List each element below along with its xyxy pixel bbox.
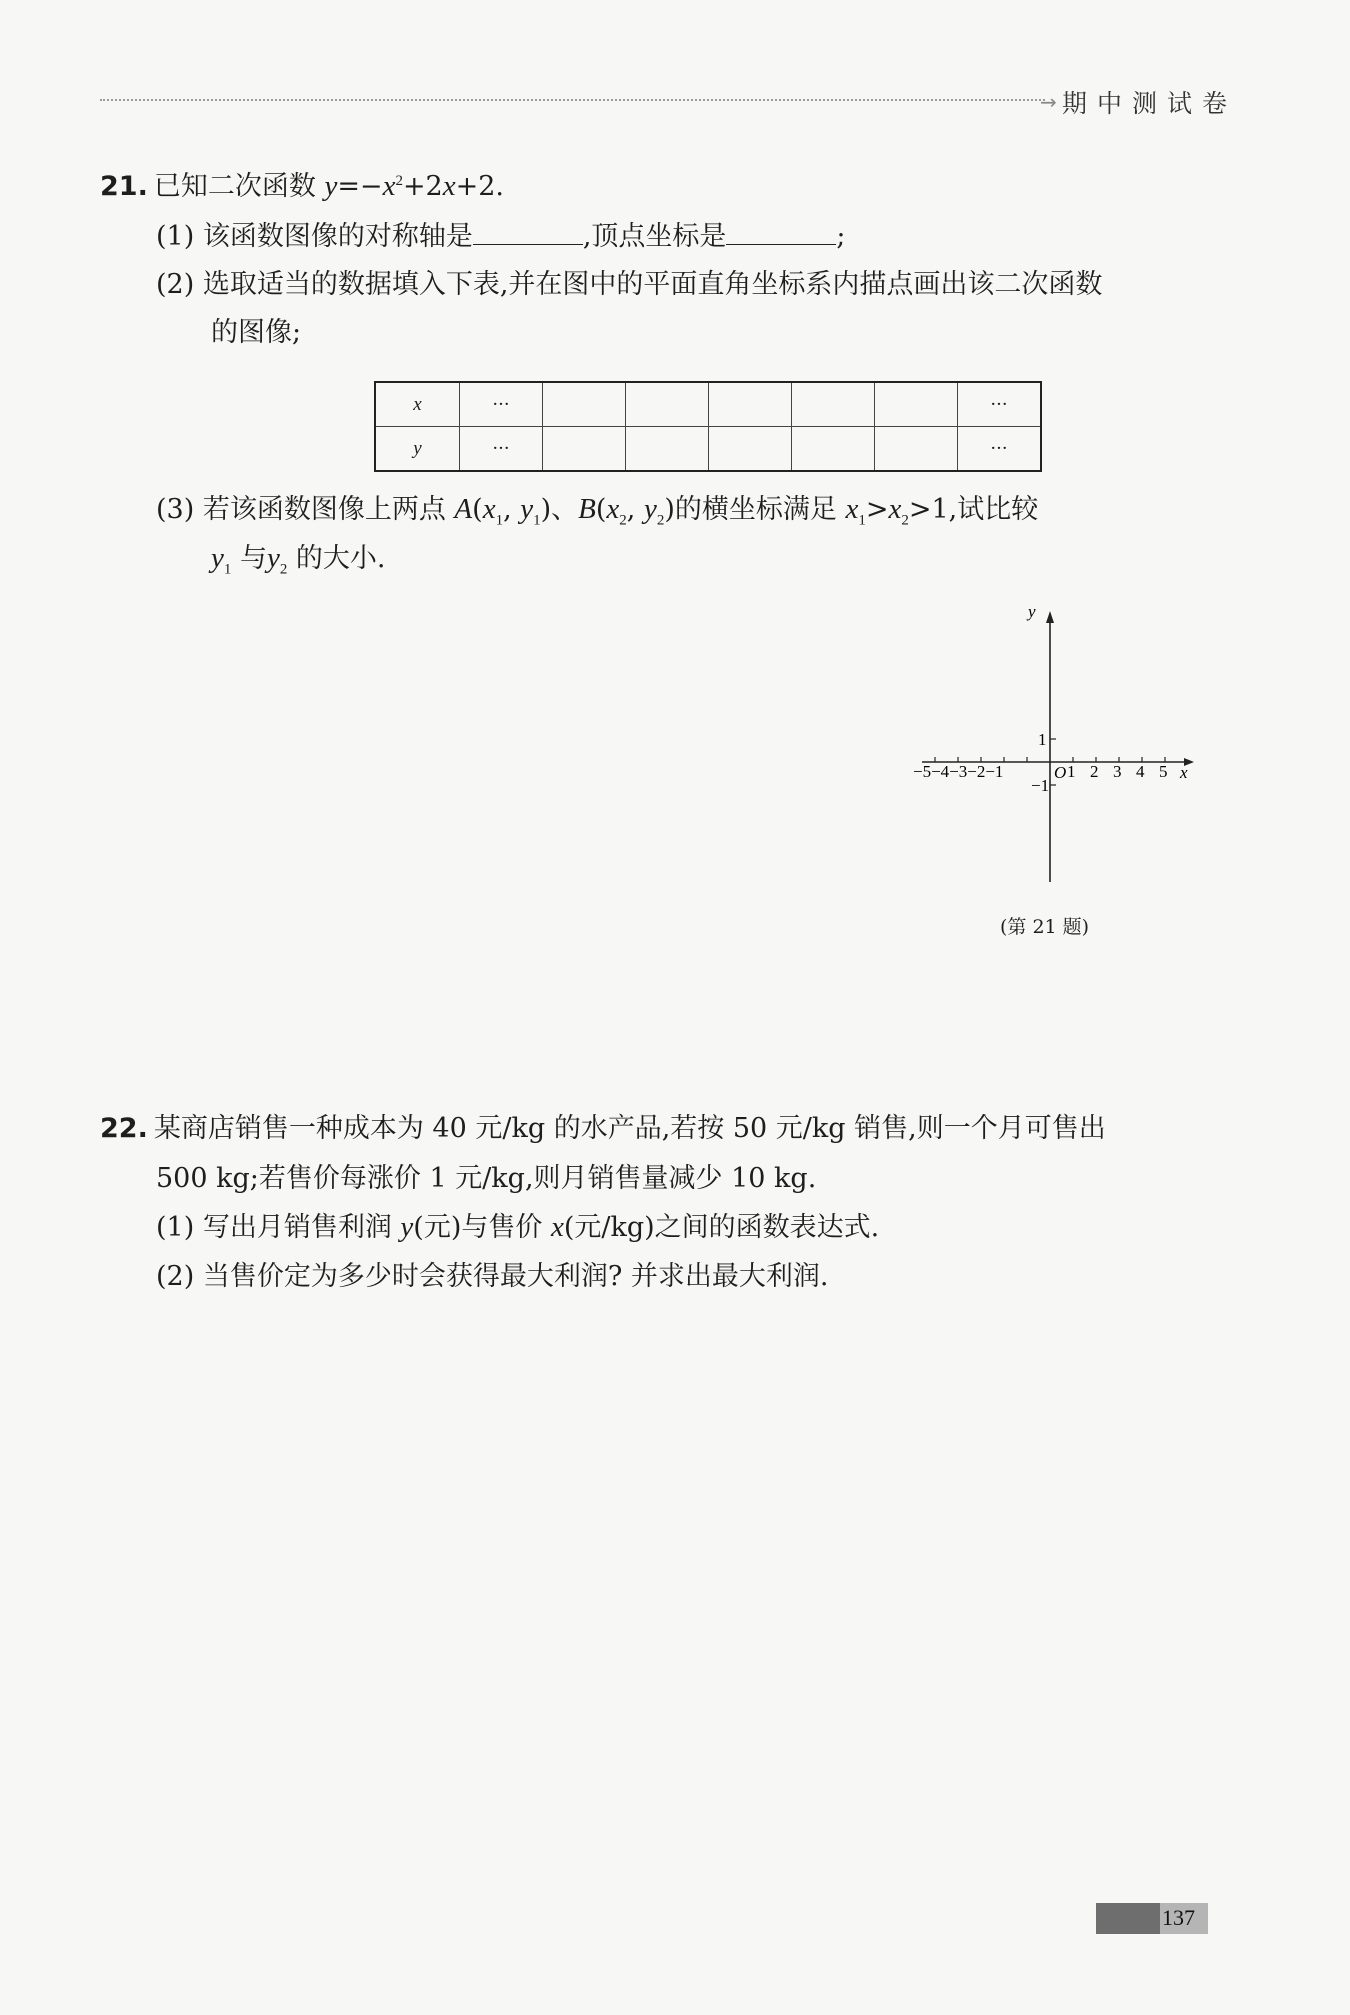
answer-blank-vertex[interactable] [726, 222, 836, 245]
table-cell-empty[interactable] [792, 382, 875, 427]
value-table [374, 381, 1042, 472]
header-arrow-icon: → [1040, 90, 1057, 114]
table-row-y [375, 427, 1041, 472]
q21-part2-line1: (2) 选取适当的数据填入下表,并在图中的平面直角坐标系内描点画出该二次函数 [156, 269, 1103, 300]
q21-part3-line2: $y_1$ 与$y_2$ 的大小. [211, 542, 386, 578]
page-number: 137 [1162, 1905, 1195, 1930]
x-axis-label: x [1180, 763, 1188, 782]
figure-caption: (第 21 题) [1000, 916, 1090, 938]
table-cell-ellipsis: ··· [958, 382, 1042, 427]
table-cell-empty[interactable] [543, 427, 626, 472]
q21-number: 21. [100, 171, 148, 202]
y-axis-label: y [1028, 602, 1036, 621]
table-cell-empty[interactable] [792, 427, 875, 472]
x-tick-label: 1 [1067, 762, 1076, 781]
table-cell-empty[interactable] [626, 382, 709, 427]
origin-label: O [1054, 763, 1067, 782]
table-cell-empty[interactable] [875, 427, 958, 472]
table-cell-empty[interactable] [709, 382, 792, 427]
q22-part2: (2) 当售价定为多少时会获得最大利润? 并求出最大利润. [156, 1261, 829, 1292]
q22-number: 22. [100, 1113, 148, 1144]
table-header-y: y [375, 427, 460, 472]
table-cell-empty[interactable] [875, 382, 958, 427]
table-row-x [375, 382, 1041, 427]
coordinate-axes [910, 600, 1200, 890]
q21-part2-line2: 的图像; [211, 317, 302, 348]
y-axis-arrow-icon [1046, 611, 1054, 623]
q22-stem-line2: 500 kg;若售价每涨价 1 元/kg,则月销售量减少 10 kg. [156, 1163, 817, 1194]
table-cell-empty[interactable] [626, 427, 709, 472]
q22-stem-line1: 22. 某商店销售一种成本为 40 元/kg 的水产品,若按 50 元/kg 销售,则一个月可售出 [100, 1113, 1106, 1144]
header-title: 期中测试卷 [1062, 89, 1238, 118]
table-cell-ellipsis: ··· [460, 382, 543, 427]
q21-stem: 21. 已知二次函数 $y=-x^2+2x+2$. [100, 170, 505, 202]
table-cell-empty[interactable] [543, 382, 626, 427]
x-tick-label: 5 [1159, 762, 1168, 781]
y-tick-label-positive: 1 [1038, 730, 1047, 749]
table-cell-ellipsis: ··· [460, 427, 543, 472]
answer-blank-axis[interactable] [473, 222, 583, 245]
table-cell-ellipsis: ··· [958, 427, 1042, 472]
x-tick-labels-negative: −5−4−3−2−1 [913, 762, 1004, 781]
table-cell-empty[interactable] [709, 427, 792, 472]
y-tick-label-negative: −1 [1031, 776, 1050, 795]
q21-part1: (1) 该函数图像的对称轴是 ,顶点坐标是 ; [156, 221, 846, 252]
table-header-x: x [375, 382, 460, 427]
x-tick-label: 3 [1113, 762, 1122, 781]
header-rule [100, 99, 1045, 101]
q22-part1: (1) 写出月销售利润 y(元)与售价 x(元/kg)之间的函数表达式. [156, 1211, 880, 1243]
x-tick-label: 4 [1136, 762, 1145, 781]
x-tick-label: 2 [1090, 762, 1099, 781]
q21-part3-line1: (3) 若该函数图像上两点 $A(x_1$, $y_1$)、$B(x_2$, $y_2$)的横坐标满足 $x_1>x_2>1$,试比较 [156, 493, 1039, 529]
